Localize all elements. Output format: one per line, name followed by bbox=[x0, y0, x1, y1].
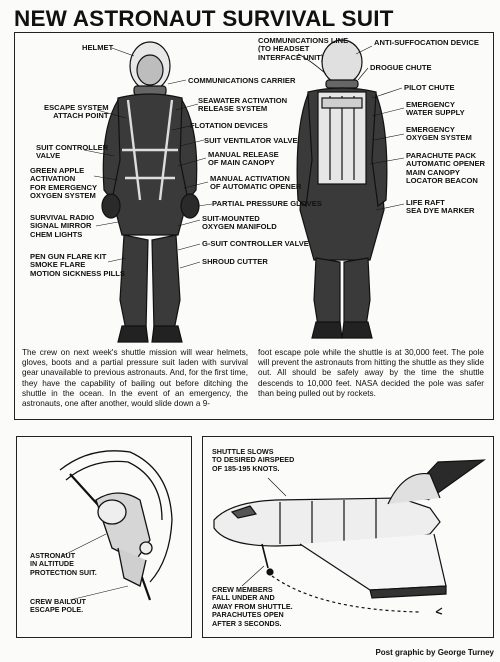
label-emergency-water: EMERGENCY WATER SUPPLY bbox=[406, 100, 465, 118]
label-communications-line: COMMUNICATIONS LINE (TO HEADSET INTERFACE UNIT) bbox=[258, 36, 349, 62]
label-manual-release: MANUAL RELEASE OF MAIN CANOPY bbox=[208, 150, 279, 168]
label-seawater-activation: SEAWATER ACTIVATION RELEASE SYSTEM bbox=[198, 96, 288, 114]
label-g-suit-controller: G-SUIT CONTROLLER VALVE bbox=[202, 239, 309, 248]
label-pen-gun-flare: PEN GUN FLARE KIT SMOKE FLARE MOTION SICKNESS PILLS bbox=[30, 252, 125, 278]
graphic-credit: Post graphic by George Turney bbox=[375, 648, 494, 657]
label-life-raft: LIFE RAFT SEA DYE MARKER bbox=[406, 198, 475, 216]
label-astronaut-suit: ASTRONAUT IN ALTITUDE PROTECTION SUIT. bbox=[30, 551, 97, 577]
label-crew-members: CREW MEMBERS FALL UNDER AND AWAY FROM SHUTTLE. PARACHUTES OPEN AFTER 3 SECONDS. bbox=[212, 585, 293, 628]
label-suit-controller: SUIT CONTROLLER VALVE bbox=[36, 143, 109, 161]
label-pilot-chute: PILOT CHUTE bbox=[404, 83, 455, 92]
label-crew-bailout-pole: CREW BAILOUT ESCAPE POLE. bbox=[30, 597, 86, 615]
label-drogue-chute: DROGUE CHUTE bbox=[370, 63, 432, 72]
label-oxygen-manifold: SUIT-MOUNTED OXYGEN MANIFOLD bbox=[202, 214, 277, 232]
label-suit-ventilator: SUIT VENTILATOR VALVE bbox=[204, 136, 298, 145]
label-manual-activation: MANUAL ACTIVATION OF AUTOMATIC OPENER bbox=[210, 174, 302, 192]
label-parachute-pack: PARACHUTE PACK AUTOMATIC OPENER MAIN CANOPY LOCATOR BEACON bbox=[406, 151, 486, 186]
article-column-1: The crew on next week's shuttle mission will wear helmets, gloves, boots and a partial pressure suit laden with survival gear unavailable to previous astronauts. And, for the first time, they have the capability of bailing out before ditching the shuttle in the ocean. In the event of an emergency, the astronauts, one after another, would slide down a 9- bbox=[22, 348, 248, 409]
label-flotation-devices: FLOTATION DEVICES bbox=[190, 121, 268, 130]
label-green-apple: GREEN APPLE ACTIVATION FOR EMERGENCY OXYGEN SYSTEM bbox=[30, 166, 98, 201]
page-title: NEW ASTRONAUT SURVIVAL SUIT bbox=[14, 6, 394, 31]
label-emergency-oxygen: EMERGENCY OXYGEN SYSTEM bbox=[406, 125, 472, 143]
label-anti-suffocation: ANTI-SUFFOCATION DEVICE bbox=[374, 38, 479, 47]
label-communications-carrier: COMMUNICATIONS CARRIER bbox=[188, 76, 296, 85]
label-shuttle-slows: SHUTTLE SLOWS TO DESIRED AIRSPEED OF 185-195 KNOTS. bbox=[212, 447, 295, 473]
article-column-2: foot escape pole while the shuttle is at 30,000 feet. The pole will prevent the astronauts from hitting the shuttle as they slide out. All should be safely away by the time the shuttle descends to 10,000 feet. NASA decided the pole was safer than being pulled out by rockets. bbox=[258, 348, 484, 398]
label-shroud-cutter: SHROUD CUTTER bbox=[202, 257, 268, 266]
label-escape-system: ESCAPE SYSTEM ATTACH POINT bbox=[44, 103, 109, 121]
label-partial-pressure-gloves: PARTIAL PRESSURE GLOVES bbox=[212, 199, 322, 208]
label-survival-radio: SURVIVAL RADIO SIGNAL MIRROR CHEM LIGHTS bbox=[30, 213, 95, 239]
label-helmet: HELMET bbox=[82, 43, 114, 52]
